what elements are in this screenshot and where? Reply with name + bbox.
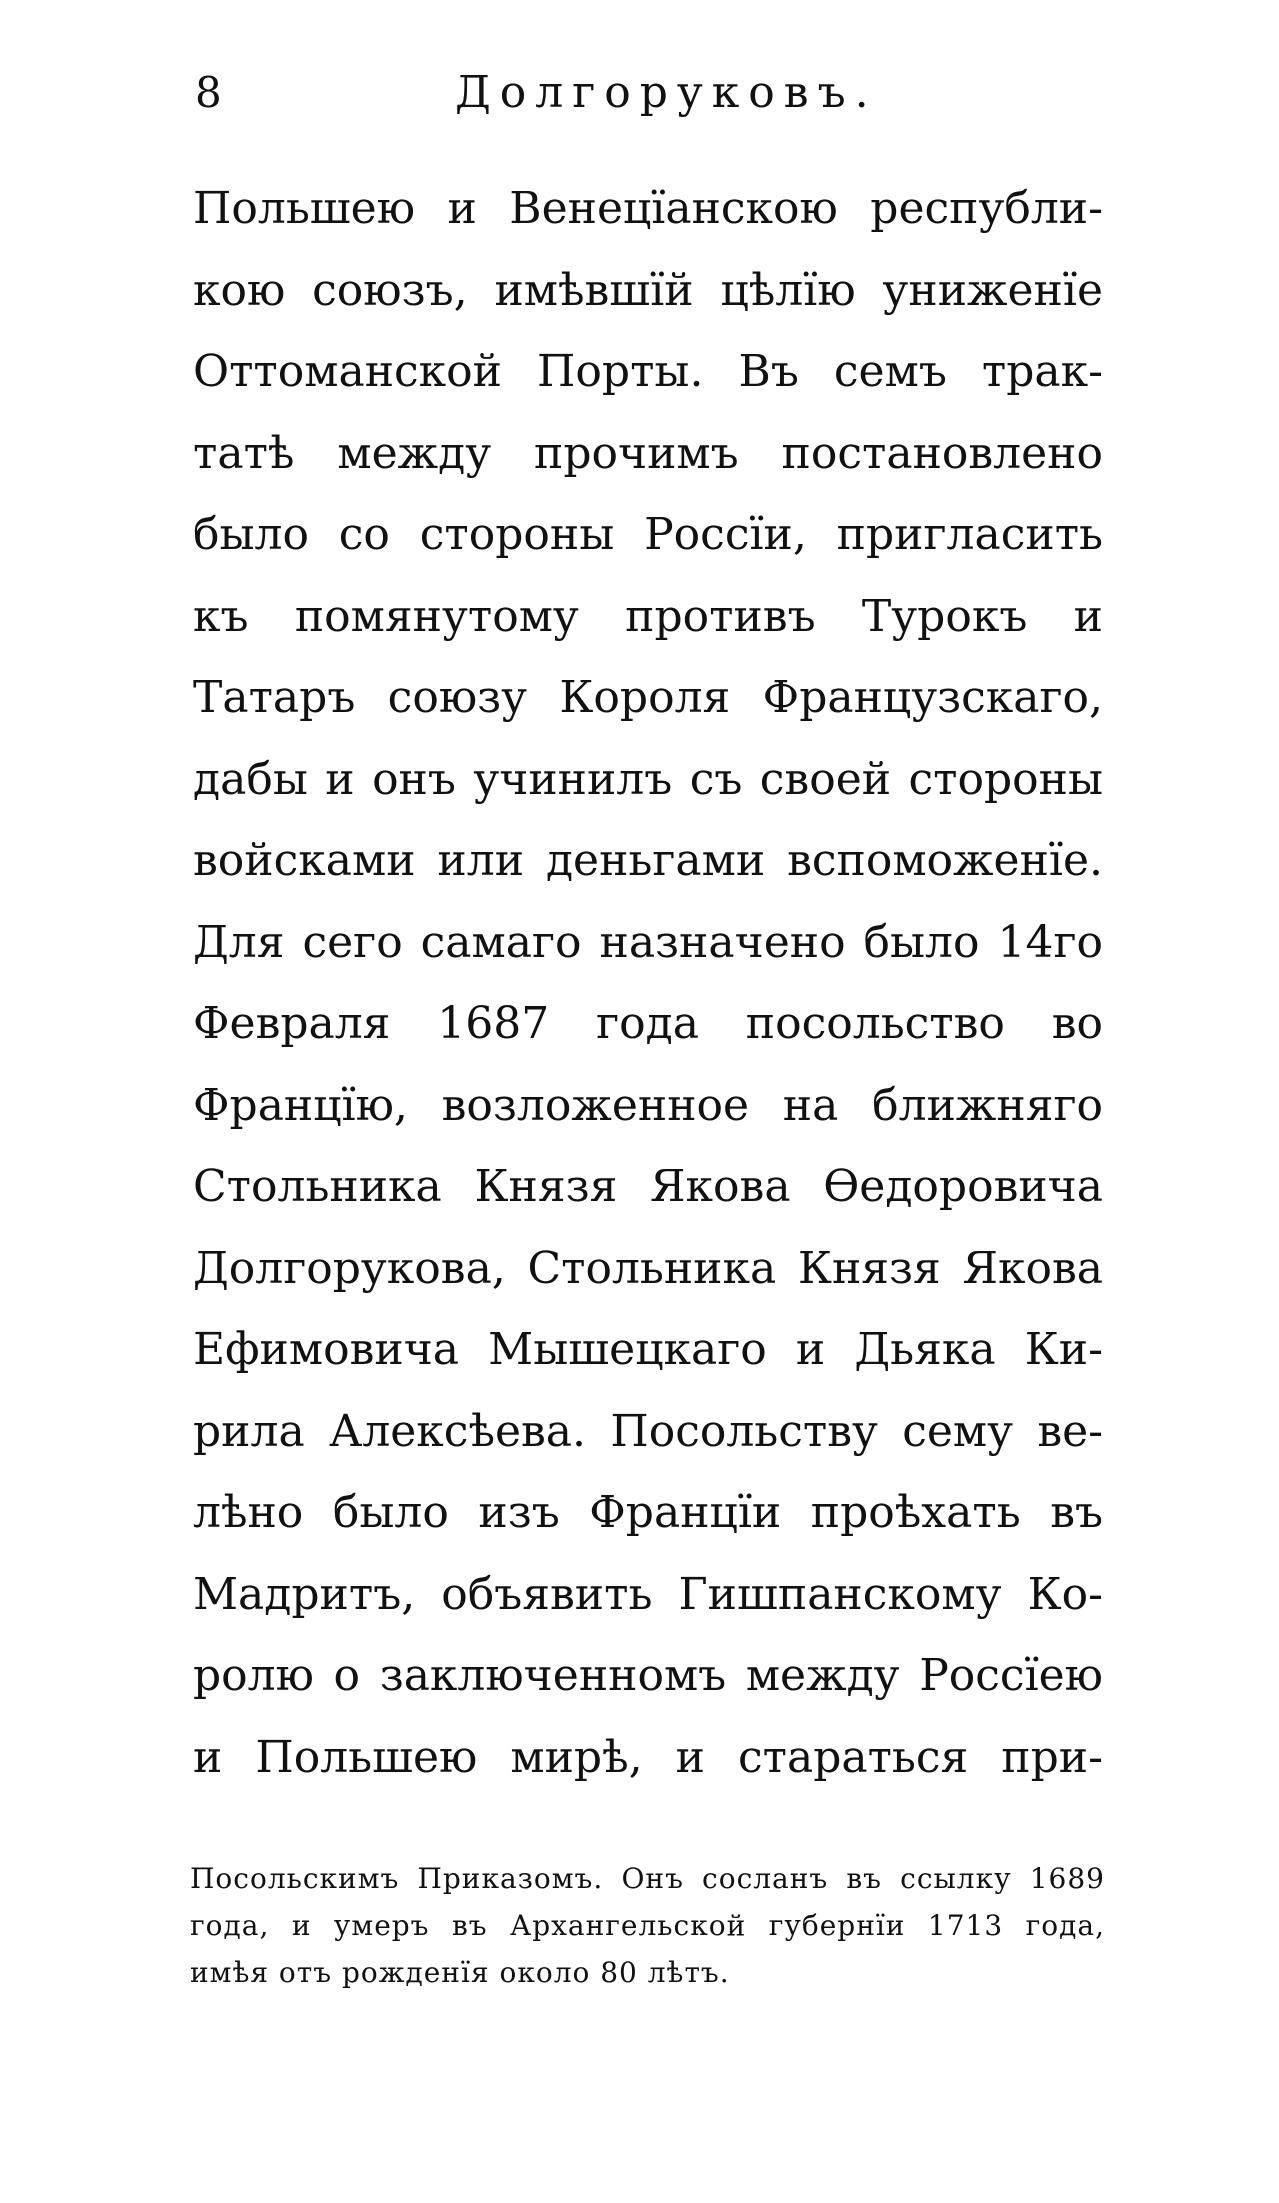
page-number: 8 <box>195 68 222 117</box>
footnote-line: года, и умеръ въ Архангельской губернїи 1713 года, <box>190 1909 1105 1942</box>
text-line: татѣ между прочимъ постановлено <box>193 427 1103 479</box>
text-line: къ помянутому противъ Турокъ и <box>193 590 1103 642</box>
text-line: войсками или деньгами вспоможенїе. <box>193 835 1103 886</box>
text-line: Францїю, возложенное на ближняго <box>193 1079 1103 1131</box>
text-line: Долгорукова, Стольника Князя Якова <box>193 1242 1103 1294</box>
text-line: ролю о заключенномъ между Россїею <box>193 1650 1103 1701</box>
text-line: было со стороны Россїи, пригласить <box>193 509 1103 560</box>
page-header <box>195 58 1095 128</box>
footnote <box>190 1855 1105 1996</box>
text-line: Стольника Князя Якова Өедоровича <box>193 1161 1103 1212</box>
text-line: Мадритъ, объявить Гишпанскому Ко- <box>193 1568 1103 1620</box>
footnote-line: имѣя отъ рожденїя около 80 лѣтъ. <box>190 1956 730 1989</box>
text-line: Для сего самаго назначено было 14го <box>193 916 1103 968</box>
text-line: Польшею и Венецїанскою республи- <box>193 183 1103 234</box>
text-line: Татаръ союзу Короля Французскаго, <box>193 672 1103 723</box>
text-line: рила Алексѣева. Посольству сему ве- <box>193 1405 1103 1457</box>
text-line: Оттоманской Порты. Въ семъ трак- <box>193 346 1103 397</box>
text-line: кою союзъ, имѣвшїй цѣлїю униженїе <box>193 264 1103 316</box>
text-line: и Польшею мирѣ, и стараться при- <box>193 1731 1103 1783</box>
text-line: Ефимовича Мышецкаго и Дьяка Ки- <box>193 1324 1103 1375</box>
text-line: Февраля 1687 года посольство во <box>193 998 1103 1049</box>
running-title: Долгоруковъ. <box>455 67 878 118</box>
footnote-line: Посольскимъ Приказомъ. Онъ сосланъ въ ссылку 1689 <box>190 1862 1105 1895</box>
body-text <box>193 168 1103 1798</box>
text-line: дабы и онъ учинилъ съ своей стороны <box>193 753 1103 805</box>
text-line: лѣно было изъ Францїи проѣхать въ <box>193 1487 1103 1538</box>
